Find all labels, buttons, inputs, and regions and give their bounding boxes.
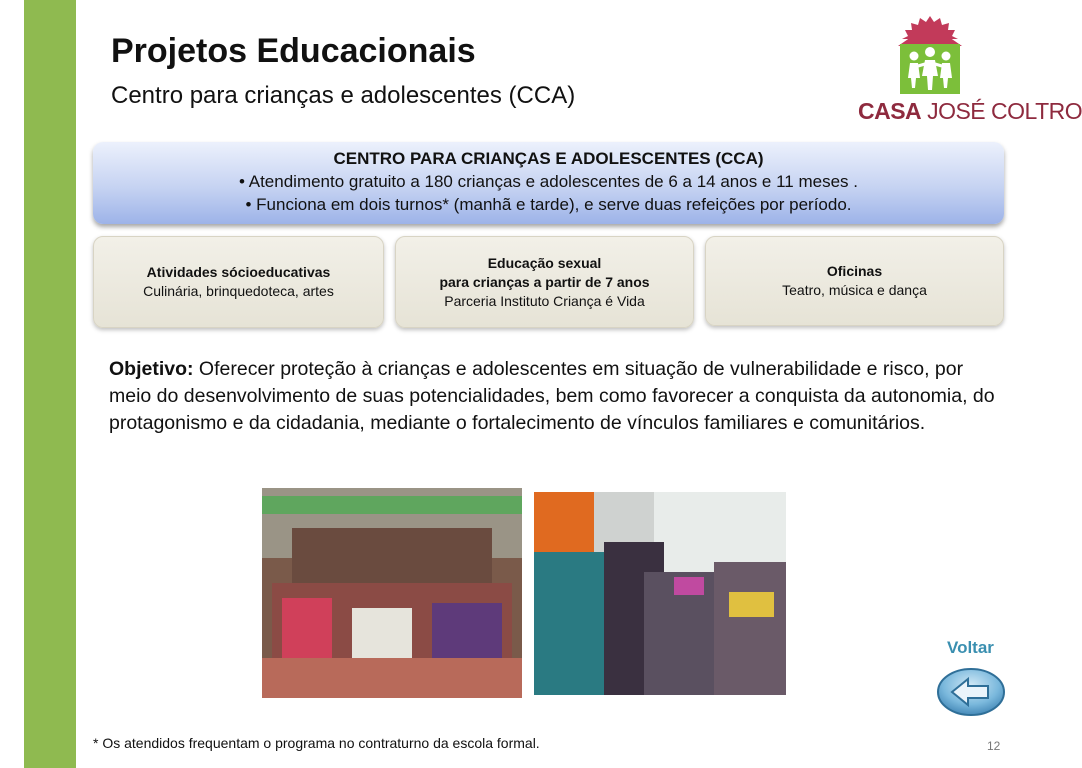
card-text: Culinária, brinquedoteca, artes (143, 283, 334, 299)
side-accent-bar (24, 0, 76, 768)
logo-text-bold: CASA (858, 98, 922, 124)
photo-children-group (262, 488, 522, 698)
cca-line-service: • Atendimento gratuito a 180 crianças e adolescentes de 6 a 14 anos e 11 meses . (239, 172, 858, 191)
card-title: Atividades sócioeducativas (146, 264, 331, 280)
card-workshops (705, 236, 1004, 326)
cca-summary-box (93, 142, 1004, 224)
card-text: Teatro, música e dança (782, 282, 927, 298)
card-sex-education (395, 236, 694, 328)
cca-heading: CENTRO PARA CRIANÇAS E ADOLESCENTES (CCA) (333, 149, 764, 168)
photo-children-dancing (534, 492, 786, 695)
left-arrow-icon (936, 667, 1006, 717)
cca-line-shifts: • Funciona em dois turnos* (manhã e tarde), e serve duas refeições por período. (245, 195, 852, 214)
slide-title: Projetos Educacionais (111, 32, 476, 70)
card-title-line2: para crianças a partir de 7 anos (439, 273, 650, 290)
page-number: 12 (987, 739, 1001, 753)
objective-text: Oferecer proteção à crianças e adolescentes em situação de vulnerabilidade e risco, por meio do desenvolvimento de suas potencialidades, bem como favorecer a conquista da autonomia, do protagonismo e da cidadania, mediante o fortalecimento de vínculos familiares e comunitários. (109, 358, 995, 434)
house-people-icon (890, 14, 970, 96)
casa-jose-coltro-logo (852, 14, 1082, 126)
slide-subtitle: Centro para crianças e adolescentes (CCA) (111, 82, 576, 109)
card-title: Educação sexual (487, 254, 602, 271)
logo-wordmark (858, 98, 1082, 125)
card-text: Parceria Instituto Criança é Vida (444, 292, 645, 309)
card-title: Oficinas (826, 263, 883, 279)
back-button[interactable] (936, 667, 1006, 717)
footnote: * Os atendidos frequentam o programa no contraturno da escola formal. (93, 735, 540, 751)
logo-text-regular: JOSÉ COLTRO (927, 98, 1082, 124)
card-socioeducational-activities (93, 236, 384, 328)
objective-label: Objetivo: (109, 358, 194, 380)
objective-paragraph (109, 356, 1004, 437)
back-link[interactable]: Voltar (947, 638, 994, 657)
